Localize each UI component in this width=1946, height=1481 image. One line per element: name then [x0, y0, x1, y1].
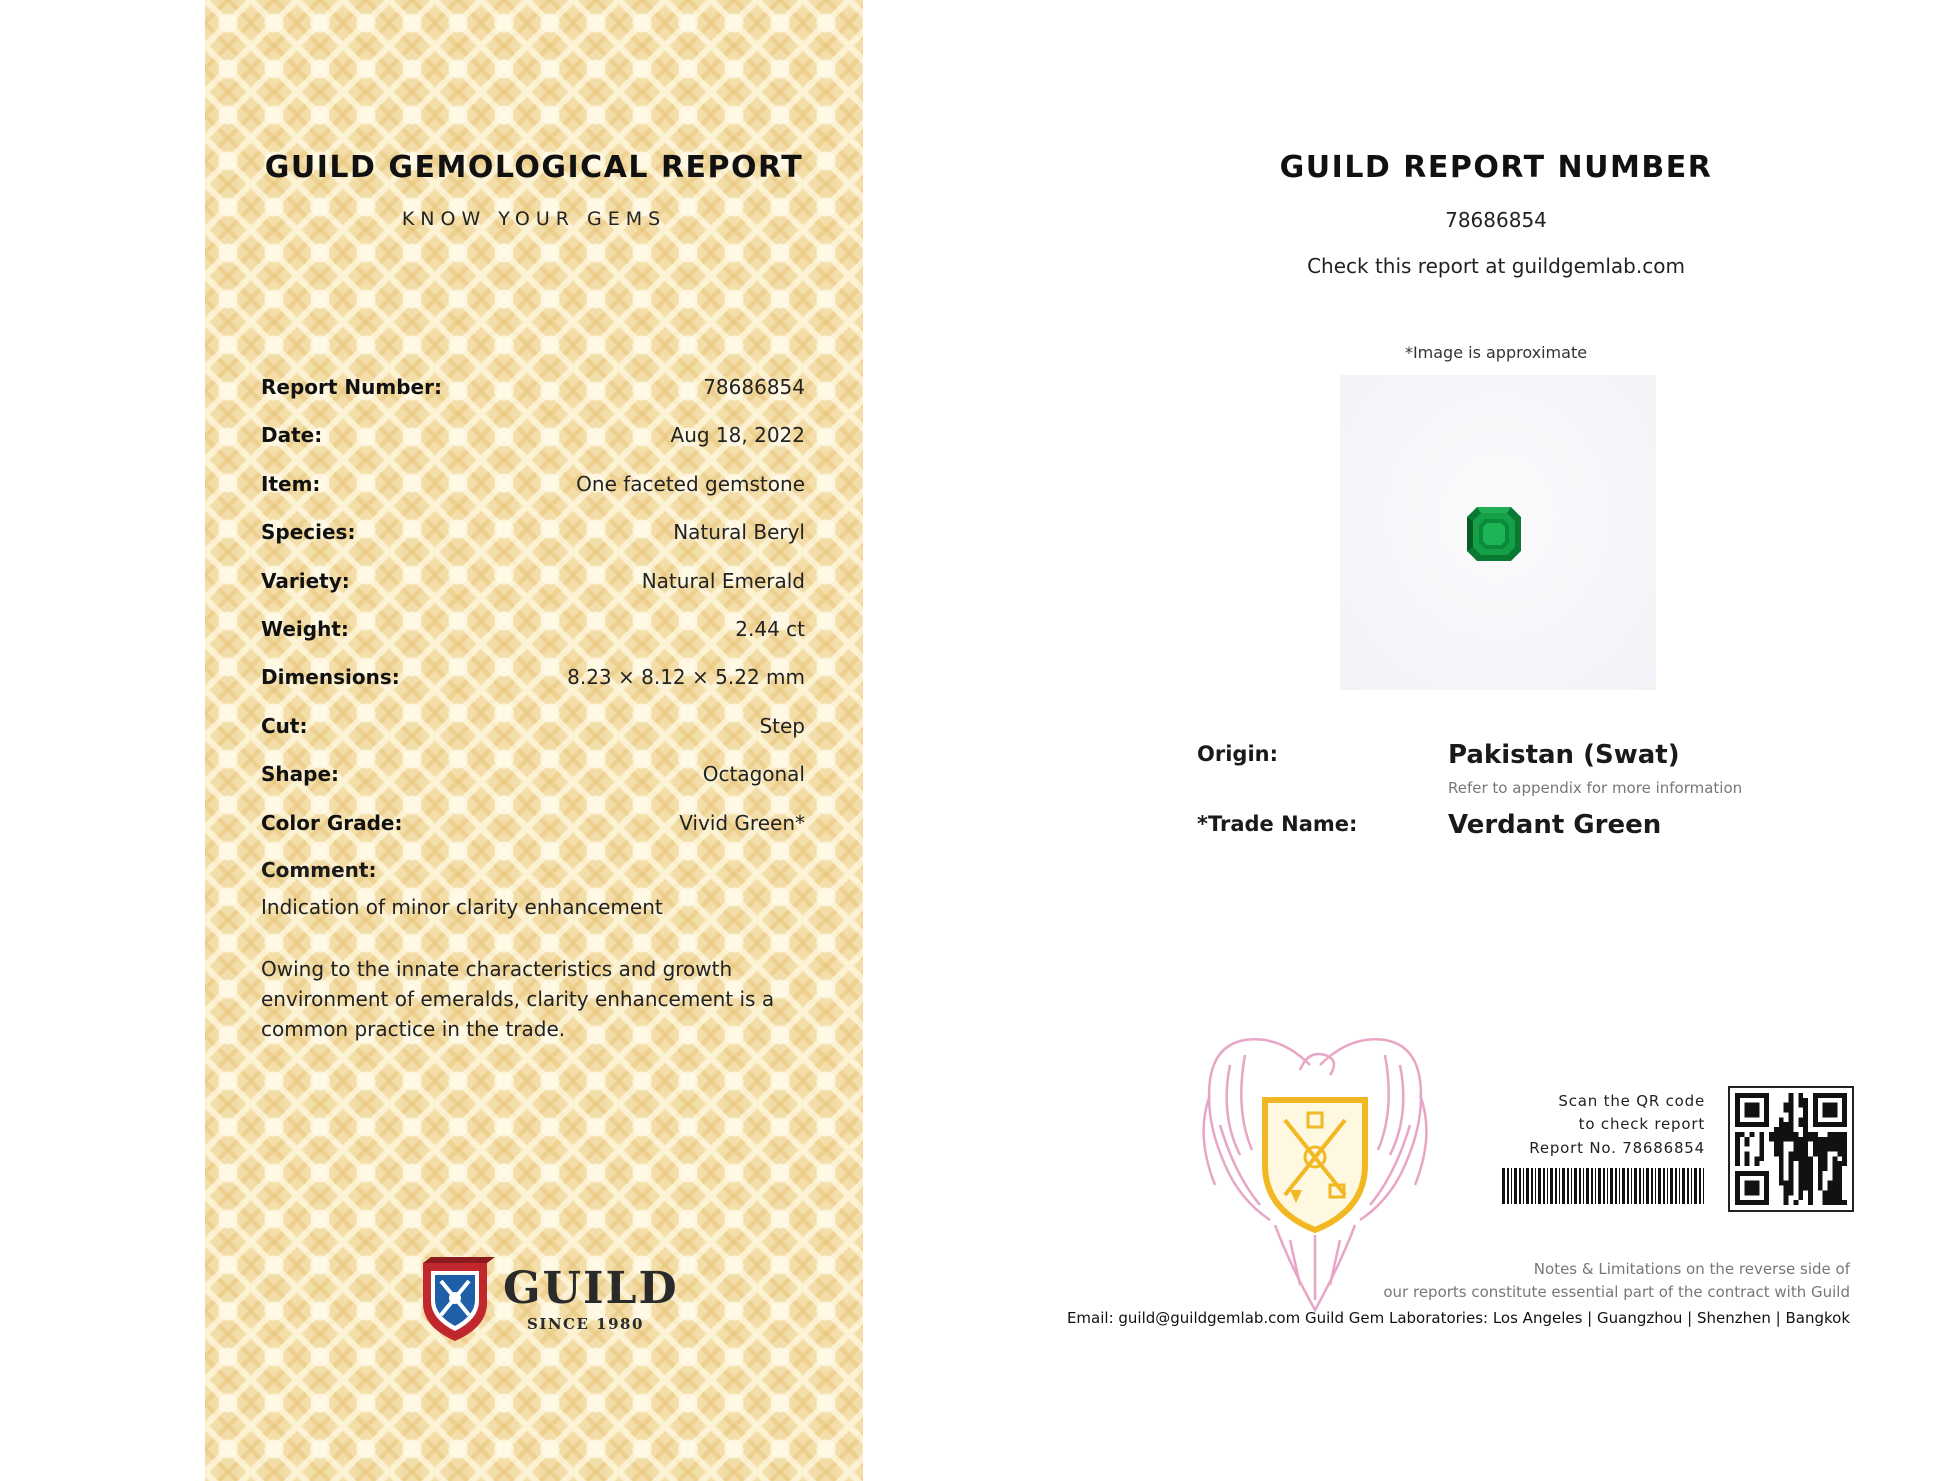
field-value: Natural Beryl — [673, 520, 805, 545]
origin-label: Origin: — [1197, 742, 1278, 766]
field-value: Step — [759, 713, 805, 738]
qr-report-number: Report No. 78686854 — [1529, 1139, 1705, 1157]
field-value: Natural Emerald — [641, 568, 805, 593]
field-value: Aug 18, 2022 — [670, 423, 805, 448]
trade-name-label: *Trade Name: — [1197, 812, 1358, 836]
check-report-link[interactable]: Check this report at guildgemlab.com — [1307, 254, 1685, 278]
field-dimensions — [261, 665, 805, 713]
report-number: 78686854 — [1445, 208, 1547, 232]
footer-notes-line-1: Notes & Limitations on the reverse side of — [1533, 1260, 1850, 1278]
field-label: Report Number: — [261, 375, 442, 399]
guild-logo — [415, 1255, 679, 1345]
field-value: 78686854 — [703, 375, 805, 399]
footer-notes-line-2: our reports constitute essential part of the contract with Guild — [1383, 1283, 1850, 1301]
field-value: Vivid Green* — [679, 810, 805, 835]
field-value: 8.23 × 8.12 × 5.22 mm — [567, 665, 805, 690]
report-number-title: GUILD REPORT NUMBER — [1279, 150, 1713, 185]
footer-contact: Email: guild@guildgemlab.com Guild Gem Laboratories: Los Angeles | Guangzhou | Shenzhen | Bangkok — [1066, 1309, 1850, 1327]
trade-name-value: Verdant Green — [1448, 810, 1662, 840]
barcode-icon — [1502, 1168, 1706, 1204]
logo-wordmark: GUILD — [503, 1263, 679, 1314]
qr-line-1: Scan the QR code — [1558, 1092, 1705, 1110]
field-value: 2.44 ct — [735, 616, 805, 641]
field-value: Octagonal — [702, 762, 805, 787]
field-label: Item: — [261, 471, 321, 496]
field-date — [261, 423, 805, 471]
report-subtitle: KNOW YOUR GEMS — [401, 208, 667, 230]
details-list — [261, 375, 805, 859]
field-variety — [261, 569, 805, 617]
field-label: Species: — [261, 520, 356, 545]
footer-notes — [1150, 1258, 1850, 1304]
field-weight — [261, 617, 805, 665]
qr-line-2: to check report — [1578, 1115, 1705, 1133]
left-panel — [205, 0, 863, 1481]
field-label: Variety: — [261, 568, 350, 593]
field-label: Color Grade: — [261, 810, 403, 835]
field-label: Date: — [261, 423, 323, 448]
enhancement-note: Owing to the innate characteristics and growth environment of emeralds, clarity enhancement is a common practice in the trade. — [261, 957, 775, 1041]
qr-instructions — [1480, 1090, 1705, 1136]
field-label: Weight: — [261, 616, 349, 641]
field-label: Dimensions: — [261, 665, 400, 690]
comment-label: Comment: — [261, 858, 377, 882]
field-label: Shape: — [261, 762, 340, 787]
origin-appendix-note: Refer to appendix for more information — [1448, 779, 1743, 797]
emerald-gem-icon — [1465, 505, 1523, 563]
field-item — [261, 472, 805, 520]
qr-code-icon[interactable] — [1728, 1086, 1854, 1212]
guild-shield-icon — [415, 1255, 495, 1345]
origin-value: Pakistan (Swat) — [1448, 740, 1680, 770]
gem-photo — [1340, 375, 1656, 690]
field-shape — [261, 762, 805, 810]
image-approx-note: *Image is approximate — [1404, 343, 1588, 362]
field-label: Cut: — [261, 713, 308, 738]
field-cut — [261, 714, 805, 762]
report-title: GUILD GEMOLOGICAL REPORT — [264, 150, 804, 185]
field-value: One faceted gemstone — [576, 471, 805, 496]
comment-text: Indication of minor clarity enhancement — [261, 895, 663, 919]
field-report-number — [261, 375, 805, 423]
field-species — [261, 520, 805, 568]
field-color-grade — [261, 811, 805, 859]
logo-since: SINCE 1980 — [527, 1315, 644, 1333]
